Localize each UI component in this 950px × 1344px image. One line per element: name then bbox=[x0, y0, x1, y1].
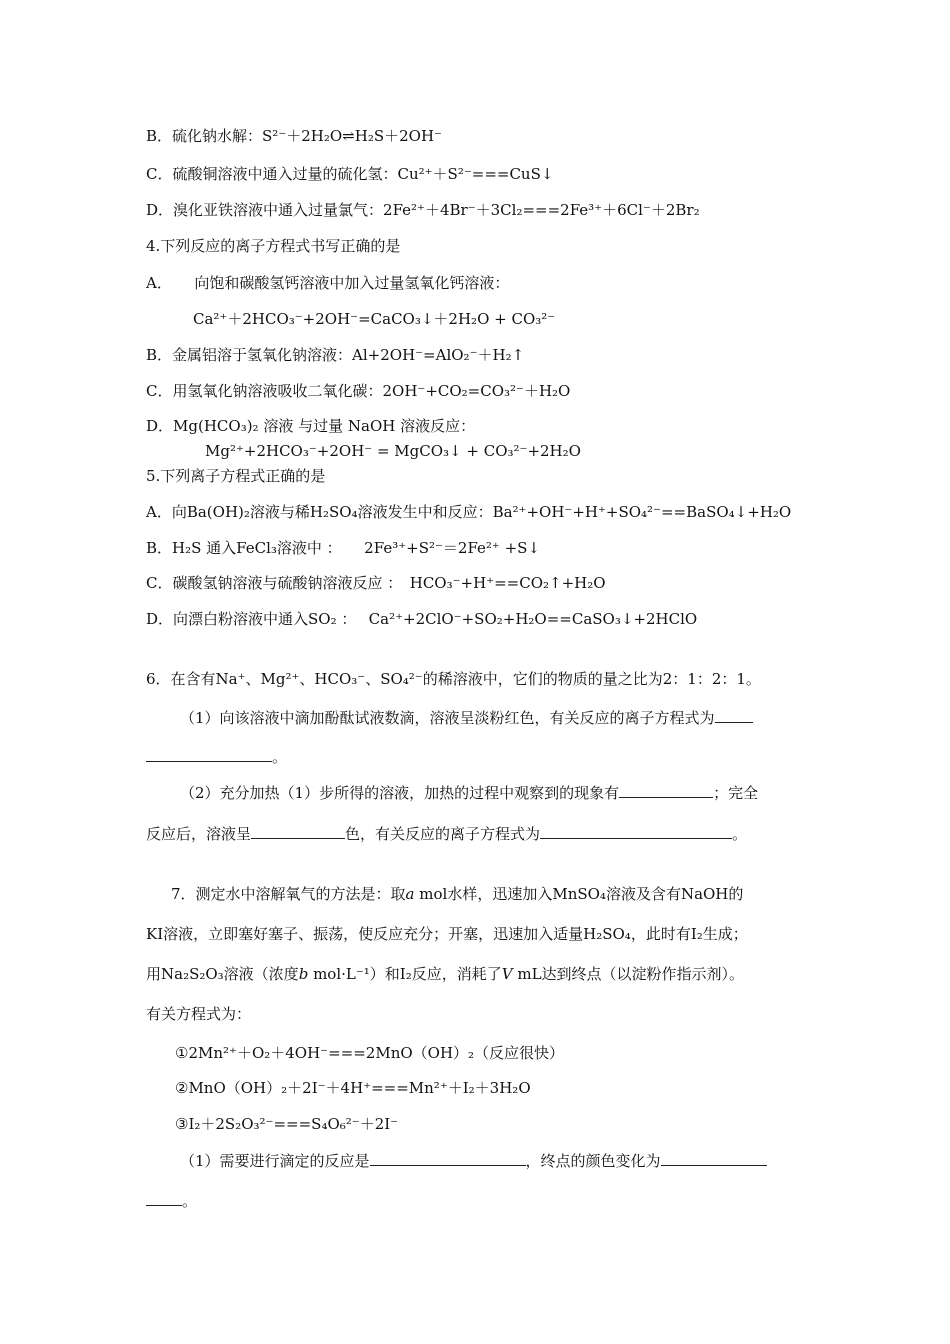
variable-v: V bbox=[501, 965, 513, 983]
text-line: KI溶液，立即塞好塞子、振荡，使反应充分；开塞，迅速加入适量H₂SO₄，此时有I₂生成； bbox=[146, 925, 748, 943]
text-span: 。 bbox=[272, 748, 288, 766]
text-line: B．金属铝溶于氢氧化钠溶液：Al+2OH⁻=AlO₂⁻＋H₂↑ bbox=[146, 346, 525, 364]
text-span: mL达到终点（以淀粉作指示剂）。 bbox=[517, 965, 745, 983]
variable-a: a bbox=[405, 885, 415, 903]
answer-blank[interactable] bbox=[661, 1151, 767, 1166]
text-span: mol水样，迅速加入MnSO₄溶液及含有NaOH的 bbox=[419, 885, 744, 903]
text-line: B．硫化钠水解：S²⁻＋2H₂O⇌H₂S＋2OH⁻ bbox=[146, 127, 442, 145]
answer-blank[interactable] bbox=[619, 783, 713, 798]
text-line: 有关方程式为： bbox=[146, 1005, 252, 1023]
answer-blank[interactable] bbox=[540, 824, 732, 839]
text-span: 。 bbox=[732, 825, 748, 843]
text-line bbox=[146, 747, 287, 767]
text-span: （1）需要进行滴定的反应是 bbox=[180, 1152, 370, 1170]
text-line bbox=[180, 708, 753, 728]
text-span: 色，有关反应的离子方程式为 bbox=[345, 825, 541, 843]
text-span: 。 bbox=[182, 1192, 198, 1210]
equation-line: Mg²⁺+2HCO₃⁻+2OH⁻ = MgCO₃↓ + CO₃²⁻+2H₂O bbox=[205, 442, 581, 460]
question-heading bbox=[171, 884, 743, 904]
text-line bbox=[146, 1191, 197, 1211]
answer-blank[interactable] bbox=[715, 708, 753, 723]
text-span: mol·L⁻¹）和I₂反应，消耗了 bbox=[313, 965, 502, 983]
answer-blank[interactable] bbox=[146, 1191, 182, 1206]
variable-b: b bbox=[298, 965, 309, 983]
question-heading: 6．在含有Na⁺、Mg²⁺、HCO₃⁻、SO₄²⁻的稀溶液中，它们的物质的量之比为2：1：2：1。 bbox=[146, 670, 761, 688]
text-span: 7．测定水中溶解氧气的方法是：取 bbox=[171, 885, 406, 903]
text-line: C．硫酸铜溶液中通入过量的硫化氢：Cu²⁺＋S²⁻===CuS↓ bbox=[146, 165, 554, 183]
text-span: （1）向该溶液中滴加酚酞试液数滴，溶液呈淡粉红色，有关反应的离子方程式为 bbox=[180, 709, 715, 727]
text-span: ，终点的颜色变化为 bbox=[525, 1152, 661, 1170]
text-line bbox=[180, 783, 758, 803]
text-line: A． 向饱和碳酸氢钙溶液中加入过量氢氧化钙溶液： bbox=[146, 274, 510, 292]
equation-line: Ca²⁺＋2HCO₃⁻+2OH⁻=CaCO₃↓＋2H₂O + CO₃²⁻ bbox=[193, 310, 556, 328]
text-line: B．H₂S 通入FeCl₃溶液中 ： 2Fe³⁺+S²⁻＝2Fe²⁺ +S↓ bbox=[146, 539, 541, 557]
text-line bbox=[146, 824, 747, 844]
text-line: D．向漂白粉溶液中通入SO₂ ： Ca²⁺+2ClO⁻+SO₂+H₂O==CaSO₃↓+2HClO bbox=[146, 610, 698, 628]
text-line: D．溴化亚铁溶液中通入过量氯气：2Fe²⁺＋4Br⁻＋3Cl₂===2Fe³⁺＋6Cl⁻＋2Br₂ bbox=[146, 201, 700, 219]
text-line: D．Mg(HCO₃)₂ 溶液 与过量 NaOH 溶液反应： bbox=[146, 417, 476, 435]
answer-blank[interactable] bbox=[146, 747, 272, 762]
text-span: 用Na₂S₂O₃溶液（浓度 bbox=[146, 965, 299, 983]
question-heading: 5.下列离子方程式正确的是 bbox=[146, 467, 326, 485]
text-span: ；完全 bbox=[713, 784, 759, 802]
text-line: A．向Ba(OH)₂溶液与稀H₂SO₄溶液发生中和反应：Ba²⁺+OH⁻+H⁺+SO₄²⁻==BaSO₄↓+H₂O bbox=[146, 503, 792, 521]
text-line: C．用氢氧化钠溶液吸收二氧化碳：2OH⁻+CO₂=CO₃²⁻＋H₂O bbox=[146, 382, 571, 400]
text-line bbox=[180, 1151, 767, 1171]
question-heading: 4.下列反应的离子方程式书写正确的是 bbox=[146, 237, 401, 255]
answer-blank[interactable] bbox=[370, 1151, 526, 1166]
text-line: C．碳酸氢钠溶液与硫酸钠溶液反应 ： HCO₃⁻+H⁺==CO₂↑+H₂O bbox=[146, 574, 606, 592]
text-line bbox=[146, 964, 744, 984]
equation-line: ①2Mn²⁺＋O₂＋4OH⁻===2MnO（OH）₂（反应很快） bbox=[175, 1044, 565, 1062]
answer-blank[interactable] bbox=[251, 824, 345, 839]
text-span: （2）充分加热（1）步所得的溶液，加热的过程中观察到的现象有 bbox=[180, 784, 620, 802]
text-span: 反应后，溶液呈 bbox=[146, 825, 252, 843]
equation-line: ②MnO（OH）₂＋2I⁻＋4H⁺===Mn²⁺＋I₂＋3H₂O bbox=[175, 1079, 531, 1097]
equation-line: ③I₂＋2S₂O₃²⁻===S₄O₆²⁻＋2I⁻ bbox=[175, 1115, 399, 1133]
